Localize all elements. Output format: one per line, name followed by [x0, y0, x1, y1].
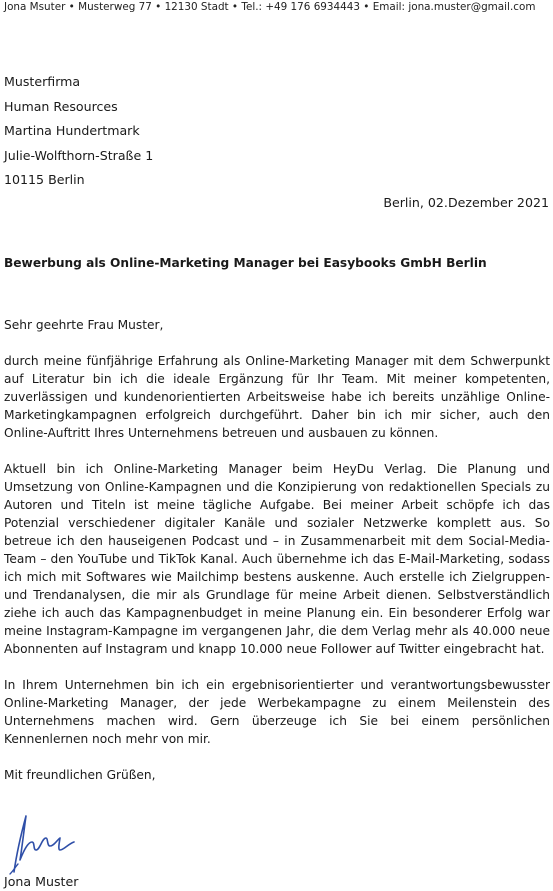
- salutation: Sehr geehrte Frau Muster,: [4, 318, 164, 332]
- paragraph-experience: Aktuell bin ich Online-Marketing Manager beim HeyDu Verlag. Die Planung und Umsetzung von Online-Kampagnen und die Konzipierung von redaktionellen Specials zu Autoren und Titeln ist meine tägliche Aufgabe. Bei meiner Arbeit schöpfe ich das Potenzial verschiedener digitaler Kanäle und sozialer Netzwerke komplett aus. So betreue ich den hauseigenen Podcast und – in Zusammenarbeit mit dem Social-Media-Team – den YouTube und TikTok Kanal. Auch übernehme ich das E-Mail-Marketing, sodass ich mich mit Softwares wie Mailchimp bestens auskenne. Auch erstelle ich Zielgruppen- und Trendanalysen, die mir als Grundlage für meine Arbeit dienen. Selbstverständlich ziehe ich auch das Kampagnenbudget in meine Planung ein. Ein besonderer Erfolg war meine Instagram-Kampagne im vergangenen Jahr, die dem Verlag mehr als 40.000 neue Abonnenten auf Instagram und knapp 10.000 neue Follower auf Twitter eingebracht hat.: [4, 462, 550, 656]
- recipient-city: 10115 Berlin: [4, 172, 85, 188]
- paragraph-intro: durch meine fünfjährige Erfahrung als Online-Marketing Manager mit dem Schwerpunkt auf Literatur bin ich die ideale Ergänzung für Ihr Team. Mit meiner kompetenten, zuverlässigen und kundenorientierten Arbeitsweise habe ich bereits unzählige Online-Marketingkampagnen erfolgreich durchgeführt. Daher bin ich mir sicher, auch den Online-Auftritt Ihres Unternehmens betreuen und ausbauen zu können.: [4, 354, 550, 440]
- letter-body: [4, 316, 550, 784]
- sender-line: Jona Msuter • Musterweg 77 • 12130 Stadt • Tel.: +49 176 6934443 • Email: jona.muster@gmail.com: [4, 1, 536, 13]
- recipient-street: Julie-Wolfthorn-Straße 1: [4, 147, 154, 163]
- signature-icon: [4, 808, 94, 876]
- paragraph-conclusion: In Ihrem Unternehmen bin ich ein ergebnisorientierter und verantwortungsbewusster Online-Marketing Manager, der jede Werbekampagne zu einem Meilenstein des Unternehmens machen wird. Gern überzeuge ich Sie bei einem persönlichen Kennenlernen noch mehr von mir.: [4, 678, 550, 746]
- letter-subject: Bewerbung als Online-Marketing Manager bei Easybooks GmbH Berlin: [4, 256, 487, 270]
- recipient-address: [4, 70, 404, 193]
- signer-name: Jona Muster: [4, 874, 79, 889]
- handwritten-signature: [4, 808, 94, 876]
- recipient-contact: Martina Hundertmark: [4, 123, 140, 139]
- letter-date: Berlin, 02.Dezember 2021: [383, 195, 549, 210]
- recipient-company: Musterfirma: [4, 74, 81, 89]
- recipient-department: Human Resources: [4, 98, 118, 114]
- closing-phrase: Mit freundlichen Grüßen,: [4, 768, 156, 782]
